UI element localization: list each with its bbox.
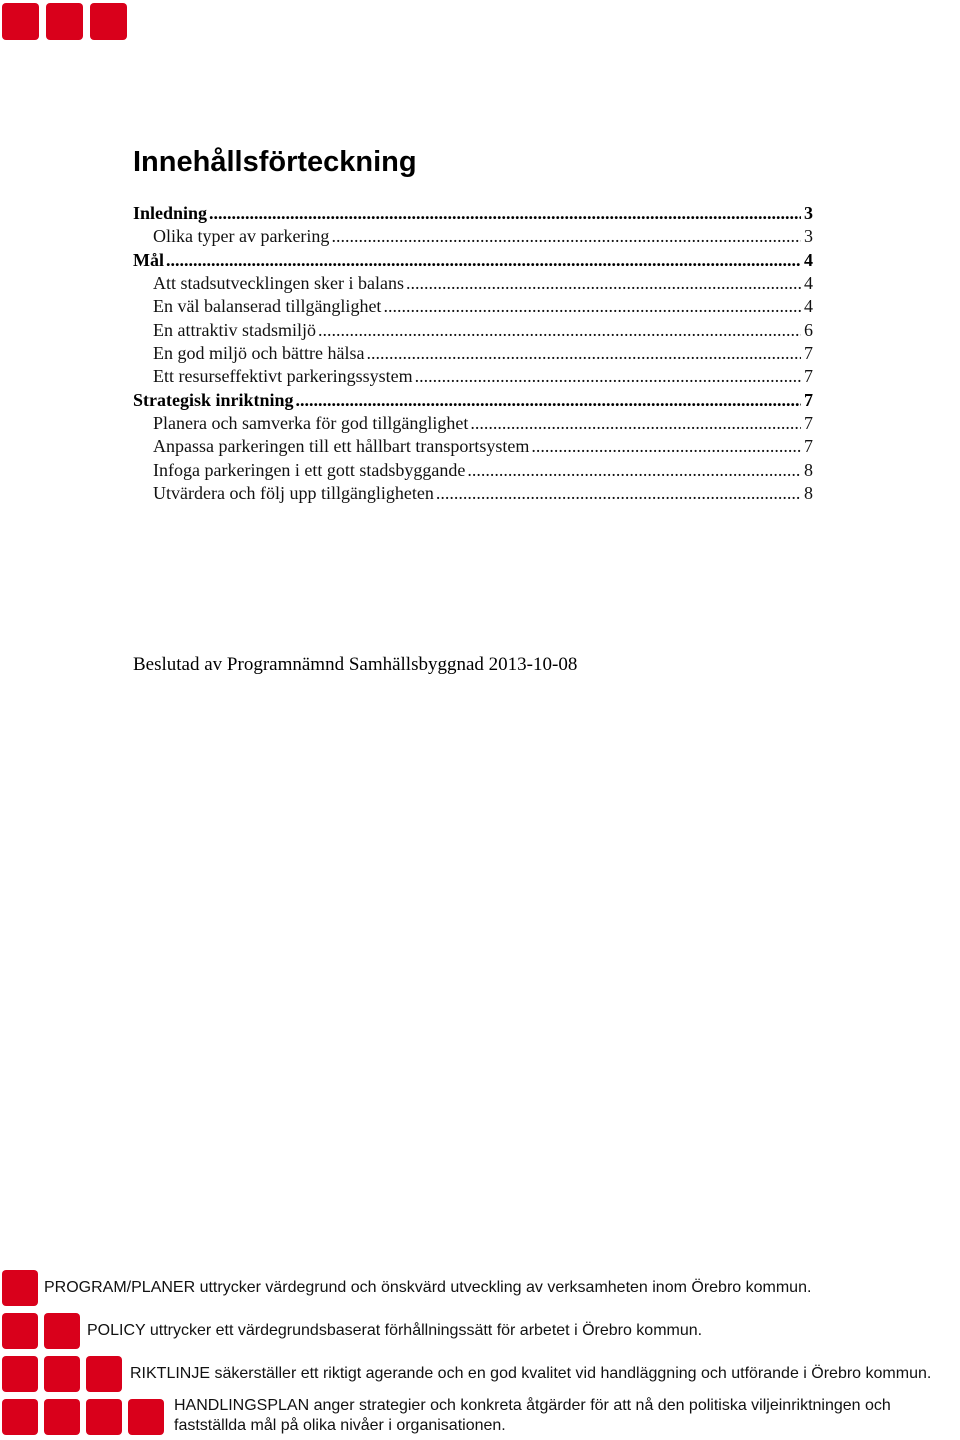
toc-dot-leader — [296, 389, 801, 412]
toc-entry[interactable] — [133, 319, 813, 342]
toc-entry[interactable] — [133, 412, 813, 435]
toc-entry-page: 3 — [804, 226, 813, 247]
footer-square — [86, 1356, 122, 1392]
toc-entry[interactable] — [133, 272, 813, 295]
toc-entry-title: Utvärdera och följ upp tillgängligheten — [153, 483, 434, 504]
toc-entry[interactable] — [133, 459, 813, 482]
logo-square-2 — [46, 3, 83, 40]
toc-entry-page: 7 — [804, 436, 813, 457]
toc-dot-leader — [318, 319, 801, 342]
footer-handlingsplan-text-2: fastställda mål på olika nivåer i organisationen. — [174, 1417, 506, 1434]
toc-dot-leader — [166, 249, 801, 272]
footer-square — [2, 1313, 38, 1349]
toc-entry-page: 8 — [804, 459, 813, 480]
decision-text: Beslutad av Programnämnd Samhällsbyggnad 2013-10-08 — [133, 654, 578, 675]
toc-entry[interactable] — [133, 482, 813, 505]
toc-entry[interactable] — [133, 435, 813, 458]
toc-entry-title: Mål — [133, 249, 164, 270]
toc-entry[interactable] — [133, 225, 813, 248]
toc-entry-page: 7 — [804, 413, 813, 434]
footer-policy-text: POLICY uttrycker ett värdegrundsbaserat förhållningssätt för arbetet i Örebro kommun. — [87, 1322, 703, 1339]
toc-entry-title: Ett resurseffektivt parkeringssystem — [153, 366, 413, 387]
toc-entry[interactable] — [133, 342, 813, 365]
toc-dot-leader — [366, 342, 801, 365]
footer-program-text: PROGRAM/PLANER uttrycker värdegrund och önskvärd utveckling av verksamheten inom Örebro kommun. — [44, 1279, 812, 1296]
toc-entry-title: Anpassa parkeringen till ett hållbart transportsystem — [153, 436, 530, 457]
toc-dot-leader — [436, 482, 801, 505]
toc-entry-page: 3 — [804, 203, 813, 223]
toc-dot-leader — [406, 272, 801, 295]
logo-square-1 — [2, 3, 39, 40]
toc-entry-page: 4 — [804, 273, 813, 294]
toc-dot-leader — [415, 365, 801, 388]
footer-square — [44, 1313, 80, 1349]
toc-entry-page: 7 — [804, 389, 813, 410]
toc-entry[interactable] — [133, 365, 813, 388]
toc-entry-page: 4 — [804, 249, 813, 270]
footer-square — [44, 1356, 80, 1392]
logo-square-3 — [90, 3, 127, 40]
footer-square — [2, 1399, 38, 1435]
toc-entry-title: En attraktiv stadsmiljö — [153, 319, 316, 340]
toc-entry[interactable] — [133, 202, 813, 225]
toc-entry-page: 7 — [804, 366, 813, 387]
toc-dot-leader — [470, 412, 801, 435]
toc-dot-leader — [383, 295, 801, 318]
toc-entry-title: Infoga parkeringen i ett gott stadsbyggande — [153, 459, 466, 480]
toc-dot-leader — [467, 459, 801, 482]
toc-entry-title: Planera och samverka för god tillgänglighet — [153, 413, 469, 434]
toc-dot-leader — [331, 225, 801, 248]
footer-riktlinje-text: RIKTLINJE säkerställer ett riktigt agerande och en god kvalitet vid handläggning och utförande i Örebro kommun. — [130, 1365, 932, 1382]
toc-dot-leader — [209, 202, 801, 225]
footer-handlingsplan-text-1: HANDLINGSPLAN anger strategier och konkreta åtgärder för att nå den politiska viljeinriktningen och — [174, 1397, 891, 1414]
toc-entry-title: Olika typer av parkering — [153, 226, 330, 247]
footer-square — [2, 1356, 38, 1392]
toc-entry[interactable] — [133, 389, 813, 412]
toc-entry-page: 7 — [804, 343, 813, 364]
toc-entry-title: Inledning — [133, 203, 208, 223]
toc-entry-page: 6 — [804, 319, 813, 340]
toc-entry-title: Strategisk inriktning — [133, 389, 294, 410]
footer-square — [2, 1270, 38, 1306]
toc-dot-leader — [531, 435, 801, 458]
toc-entry-title: Att stadsutvecklingen sker i balans — [153, 273, 404, 294]
footer-square — [86, 1399, 122, 1435]
toc-entry[interactable] — [133, 295, 813, 318]
table-of-contents — [133, 202, 813, 505]
toc-entry[interactable] — [133, 249, 813, 272]
toc-entry-title: En god miljö och bättre hälsa — [153, 343, 365, 364]
footer-square — [128, 1399, 164, 1435]
footer-square — [44, 1399, 80, 1435]
toc-entry-title: En väl balanserad tillgänglighet — [153, 296, 382, 317]
toc-heading: Innehållsförteckning — [133, 146, 417, 178]
toc-entry-page: 8 — [804, 483, 813, 504]
toc-entry-page: 4 — [804, 296, 813, 317]
